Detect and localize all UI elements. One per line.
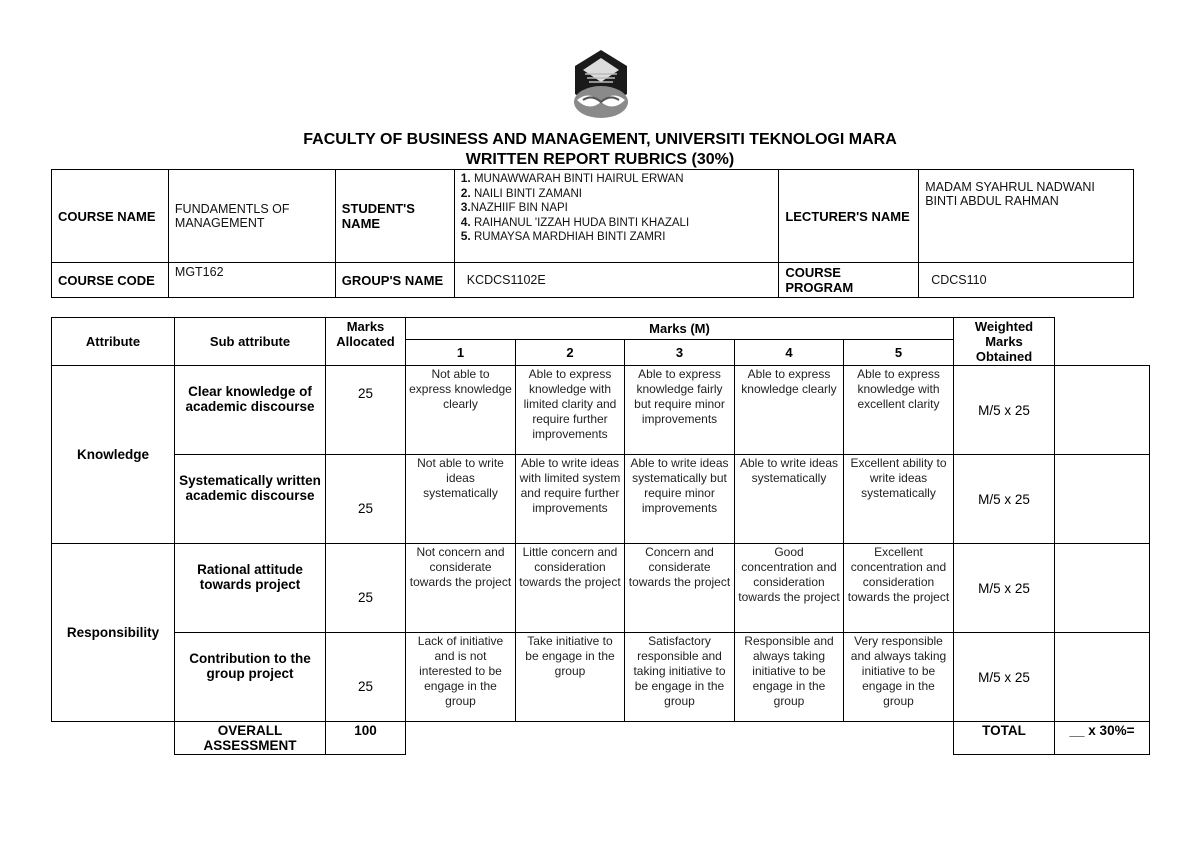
header-sub-attribute: Sub attribute <box>175 318 326 366</box>
course-name-value: FUNDAMENTLS OF MANAGEMENT <box>168 170 335 263</box>
score-cell[interactable] <box>1055 633 1150 722</box>
table-row <box>52 455 1150 544</box>
marks-allocated: 25 <box>326 366 406 455</box>
marks-allocated: 25 <box>326 544 406 633</box>
total-label: TOTAL <box>954 722 1055 755</box>
table-row <box>52 544 1150 633</box>
lecturer-label: LECTURER'S NAME <box>779 170 919 263</box>
level-3-descriptor: Concern and considerate towards the project <box>625 544 735 633</box>
level-1-descriptor: Not able to write ideas systematically <box>406 455 516 544</box>
table-row <box>52 366 1150 455</box>
marks-allocated: 25 <box>326 633 406 722</box>
level-5-descriptor: Very responsible and always taking initiative to be engage in the group <box>844 633 954 722</box>
header-level-2: 2 <box>516 340 625 366</box>
rubric-title: WRITTEN REPORT RUBRICS (30%) <box>465 151 735 168</box>
score-cell[interactable] <box>1055 366 1150 455</box>
score-cell[interactable] <box>1055 544 1150 633</box>
level-3-descriptor: Able to write ideas systematically but require minor improvements <box>625 455 735 544</box>
level-4-descriptor: Good concentration and consideration towards the project <box>735 544 844 633</box>
level-2-descriptor: Able to write ideas with limited system and require further improvements <box>516 455 625 544</box>
level-1-descriptor: Lack of initiative and is not interested to be engage in the group <box>406 633 516 722</box>
program-value: CDCS110 <box>919 263 1134 298</box>
student-3: 3.NAZHIIF BIN NAPI <box>460 200 568 214</box>
student-1: 1. MUNAWWARAH BINTI HAIRUL ERWAN <box>460 171 684 185</box>
score-cell[interactable] <box>1055 455 1150 544</box>
header-level-3: 3 <box>625 340 735 366</box>
student-4: 4. RAIHANUL 'IZZAH HUDA BINTI KHAZALI <box>460 214 690 229</box>
rubric-table <box>51 317 1150 755</box>
program-label: COURSE PROGRAM <box>779 263 919 298</box>
overall-assessment-label: OVERALL ASSESSMENT <box>175 722 326 755</box>
level-4-descriptor: Able to write ideas systematically <box>735 455 844 544</box>
header-weighted-marks: Weighted Marks Obtained <box>954 318 1055 366</box>
overall-marks: 100 <box>326 722 406 755</box>
course-code-label: COURSE CODE <box>52 263 169 298</box>
weighted-formula: M/5 x 25 <box>954 633 1055 722</box>
level-5-descriptor: Able to express knowledge with excellent clarity <box>844 366 954 455</box>
sub-attribute: Contribution to the group project <box>175 633 326 722</box>
weighted-formula: M/5 x 25 <box>954 455 1055 544</box>
marks-allocated: 25 <box>326 455 406 544</box>
level-3-descriptor: Satisfactory responsible and taking initiative to be engage in the group <box>625 633 735 722</box>
header-marks-m: Marks (M) <box>406 318 954 340</box>
uitm-logo <box>571 50 631 120</box>
students-label: STUDENT'S NAME <box>335 170 454 263</box>
lecturer-value: MADAM SYAHRUL NADWANI BINTI ABDUL RAHMAN <box>919 170 1134 263</box>
attribute-knowledge: Knowledge <box>52 366 175 544</box>
header-level-4: 4 <box>735 340 844 366</box>
sub-attribute: Clear knowledge of academic discourse <box>175 366 326 455</box>
weighted-formula: M/5 x 25 <box>954 366 1055 455</box>
header-level-5: 5 <box>844 340 954 366</box>
group-value: KCDCS1102E <box>454 263 779 298</box>
level-4-descriptor: Responsible and always taking initiative to be engage in the group <box>735 633 844 722</box>
header-marks-allocated: Marks Allocated <box>326 318 406 366</box>
header-level-1: 1 <box>406 340 516 366</box>
student-list <box>454 170 779 263</box>
level-2-descriptor: Little concern and consideration towards the project <box>516 544 625 633</box>
weighted-formula: M/5 x 25 <box>954 544 1055 633</box>
level-5-descriptor: Excellent concentration and consideration towards the project <box>844 544 954 633</box>
course-code-value: MGT162 <box>168 263 335 298</box>
level-2-descriptor: Take initiative to be engage in the group <box>516 633 625 722</box>
level-4-descriptor: Able to express knowledge clearly <box>735 366 844 455</box>
level-1-descriptor: Not concern and considerate towards the project <box>406 544 516 633</box>
group-label: GROUP'S NAME <box>335 263 454 298</box>
attribute-responsibility: Responsibility <box>52 544 175 722</box>
sub-attribute: Rational attitude towards project <box>175 544 326 633</box>
student-2: 2. NAILI BINTI ZAMANI <box>460 185 582 200</box>
faculty-title: FACULTY OF BUSINESS AND MANAGEMENT, UNIVERSITI TEKNOLOGI MARA <box>303 131 897 148</box>
level-1-descriptor: Not able to express knowledge clearly <box>406 366 516 455</box>
course-name-label: COURSE NAME <box>52 170 169 263</box>
level-2-descriptor: Able to express knowledge with limited clarity and require further improvements <box>516 366 625 455</box>
header-attribute: Attribute <box>52 318 175 366</box>
level-3-descriptor: Able to express knowledge fairly but require minor improvements <box>625 366 735 455</box>
student-5: 5. RUMAYSA MARDHIAH BINTI ZAMRI <box>460 229 666 243</box>
course-info-table <box>51 169 1134 298</box>
table-row <box>52 633 1150 722</box>
total-formula[interactable]: __ x 30%= <box>1055 722 1150 755</box>
level-5-descriptor: Excellent ability to write ideas systematically <box>844 455 954 544</box>
sub-attribute: Systematically written academic discourse <box>175 455 326 544</box>
